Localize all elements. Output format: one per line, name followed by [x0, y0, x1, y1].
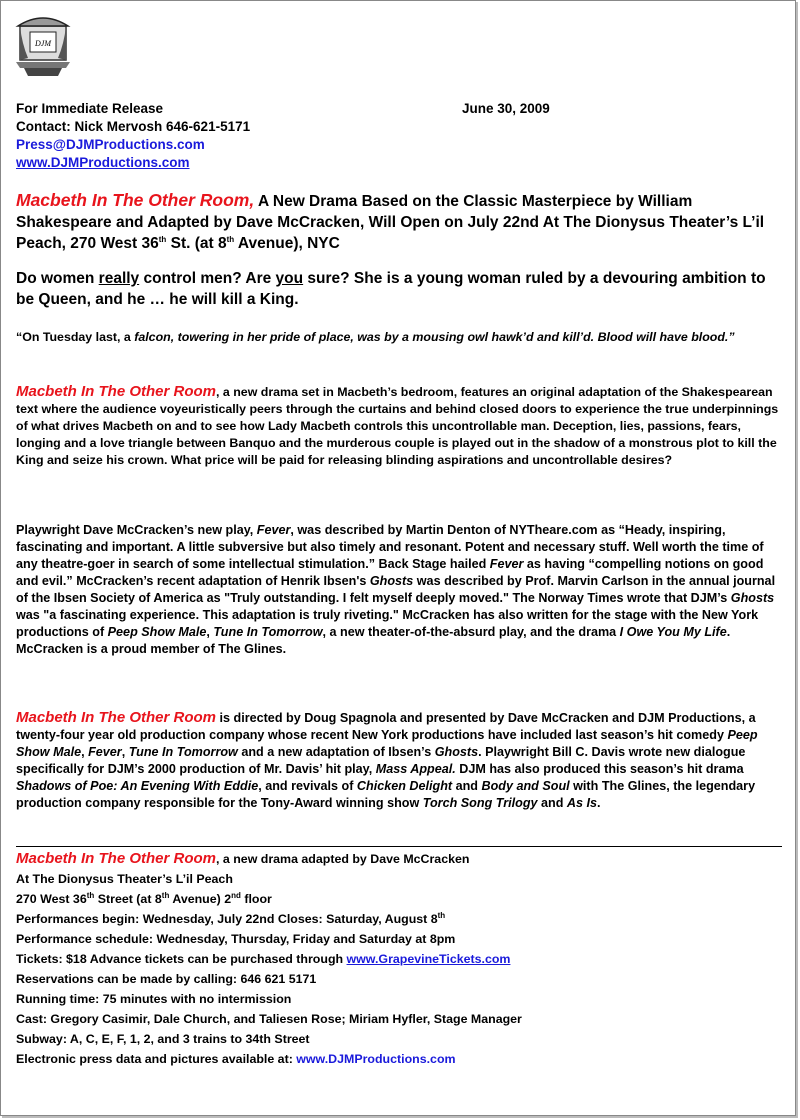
- theater-logo-icon: [14, 10, 72, 80]
- release-header: [16, 100, 784, 172]
- performance-dates: Performances begin: Wednesday, July 22nd Closes: Saturday, August 8th: [16, 910, 446, 926]
- production-paragraph: Macbeth In The Other Room is directed by Doug Spagnola and presented by Dave McCracken and DJM Productions, a twenty-four year old production company whose recent New York productions have included last season’s hit comedy Peep Show Male, Fever, Tune In Tomorrow and a new adaptation of Ibsen’s Ghosts. Playwright Bill C. Davis wrote new dialogue specifically for DJM’s 2000 production of Mr. Davis’ hit play, Mass Appeal. DJM has also produced this season’s hit drama Shadows of Poe: An Evening With Eddie, and revivals of Chicken Delight and Body and Soul with The Glines, the legendary production company responsible for the Tony-Award winning show Torch Song Trilogy and As Is.: [16, 709, 758, 810]
- contact-line: Contact: Nick Mervosh 646-621-5171: [16, 119, 251, 134]
- headline: Macbeth In The Other Room, A New Drama Based on the Classic Masterpiece by William Shakespeare and Adapted by Dave McCracken, Will Open on July 22nd At The Dionysus Theater’s L’il Peach, 270 West 36th St. (at 8th Avenue), NYC: [16, 190, 765, 252]
- cast-line: Cast: Gregory Casimir, Dale Church, and Taliesen Rose; Miriam Hyfler, Stage Manager: [16, 1012, 522, 1026]
- press-website-link[interactable]: www.DJMProductions.com: [296, 1052, 456, 1066]
- release-label: For Immediate Release: [16, 101, 164, 116]
- running-time-line: Running time: 75 minutes with no intermission: [16, 992, 292, 1006]
- description-paragraph: Macbeth In The Other Room, a new drama set in Macbeth’s bedroom, features an original adaptation of the Shakespearean text where the audience voyeuristically peers through the curtains and behind closed doors to experience the true underpinnings of what drives Macbeth on and to see how Lady Macbeth controls this uncontrollable man. Deception, lies, passions, fears, longing and a love triangle between Banquo and the murderous couple is played out in the shadow of a monstrous plot to kill the King and seize his crown. What price will be paid for releasing blinding aspirations and uncontrollable desires?: [16, 383, 779, 467]
- tickets-line: Tickets: $18 Advance tickets can be purchased through www.GrapevineTickets.com: [16, 952, 511, 966]
- shakespeare-quote: “On Tuesday last, a falcon, towering in her pride of place, was by a mousing owl hawk’d and kill’d. Blood will have blood.”: [16, 330, 735, 344]
- playwright-paragraph: Playwright Dave McCracken’s new play, Fever, was described by Martin Denton of NYTheare.com as “Heady, inspiring, fascinating and important. A little subversive but also timely and resonant. Potent and necessary stuff. Well worth the time of any theatre-goer in search of some intellectual stimulation.” Back Stage hailed Fever as having “compelling notions on good and evil.” McCracken’s recent adaptation of Henrik Ibsen's Ghosts was described by Prof. Marvin Carlson in the annual journal of the Ibsen Society of America as "Truly outstanding. I felt myself deeply moved." The Norway Times wrote that DJM’s Ghosts was "a fascinating experience. This adaptation is truly riveting." McCracken has also written for the stage with the New York productions of Peep Show Male, Tune In Tomorrow, a new theater-of-the-absurd play, and the drama I Owe You My Life. McCracken is a proud member of The Glines.: [16, 523, 776, 656]
- press-email-link[interactable]: Press@DJMProductions.com: [16, 137, 205, 152]
- address-line: 270 West 36th Street (at 8th Avenue) 2nd floor: [16, 890, 272, 906]
- show-info: Macbeth In The Other Room, a new drama adapted by Dave McCracken At The Dionysus Theater’s L’il Peach 270 West 36th Street (at 8th Avenue) 2nd floor Performances begin: Wednesday, July 22nd Closes: Saturday, August 8th Performance schedule: Wednesday, Thursday, Friday and Saturday at 8pm Tickets: $18 Advance tickets can be purchased through www.GrapevineTickets.com Reservations can be made by calling: 646 621 5171 Running time: 75 minutes with no intermission Cast: Gregory Casimir, Dale Church, and Taliesen Rose; Miriam Hyfler, Stage Manager Subway: A, C, E, F, 1, 2, and 3 trains to 34th Street Electronic press data and pictures available at: www.DJMProductions.com: [16, 849, 786, 1069]
- subway-line: Subway: A, C, E, F, 1, 2, and 3 trains to 34th Street: [16, 1032, 310, 1046]
- venue-line: At The Dionysus Theater’s L’il Peach: [16, 872, 233, 886]
- tickets-link[interactable]: www.GrapevineTickets.com: [346, 952, 511, 966]
- play-title: Macbeth In The Other Room: [16, 709, 217, 726]
- website-link[interactable]: www.DJMProductions.com: [16, 155, 190, 170]
- play-title: Macbeth In The Other Room: [16, 850, 217, 867]
- teaser: Do women really control men? Are you sure? She is a young woman ruled by a devouring ambition to be Queen, and he … he will kill a King.: [16, 270, 766, 308]
- play-title: Macbeth In The Other Room: [16, 383, 217, 400]
- press-line: Electronic press data and pictures available at: www.DJMProductions.com: [16, 1052, 456, 1066]
- headline-title: Macbeth In The Other Room,: [16, 190, 255, 210]
- release-date: June 30, 2009: [462, 101, 550, 116]
- schedule-line: Performance schedule: Wednesday, Thursday, Friday and Saturday at 8pm: [16, 932, 456, 946]
- section-divider: [16, 846, 782, 847]
- svg-text:DJM: DJM: [35, 39, 51, 48]
- reservations-line: Reservations can be made by calling: 646 621 5171: [16, 972, 317, 986]
